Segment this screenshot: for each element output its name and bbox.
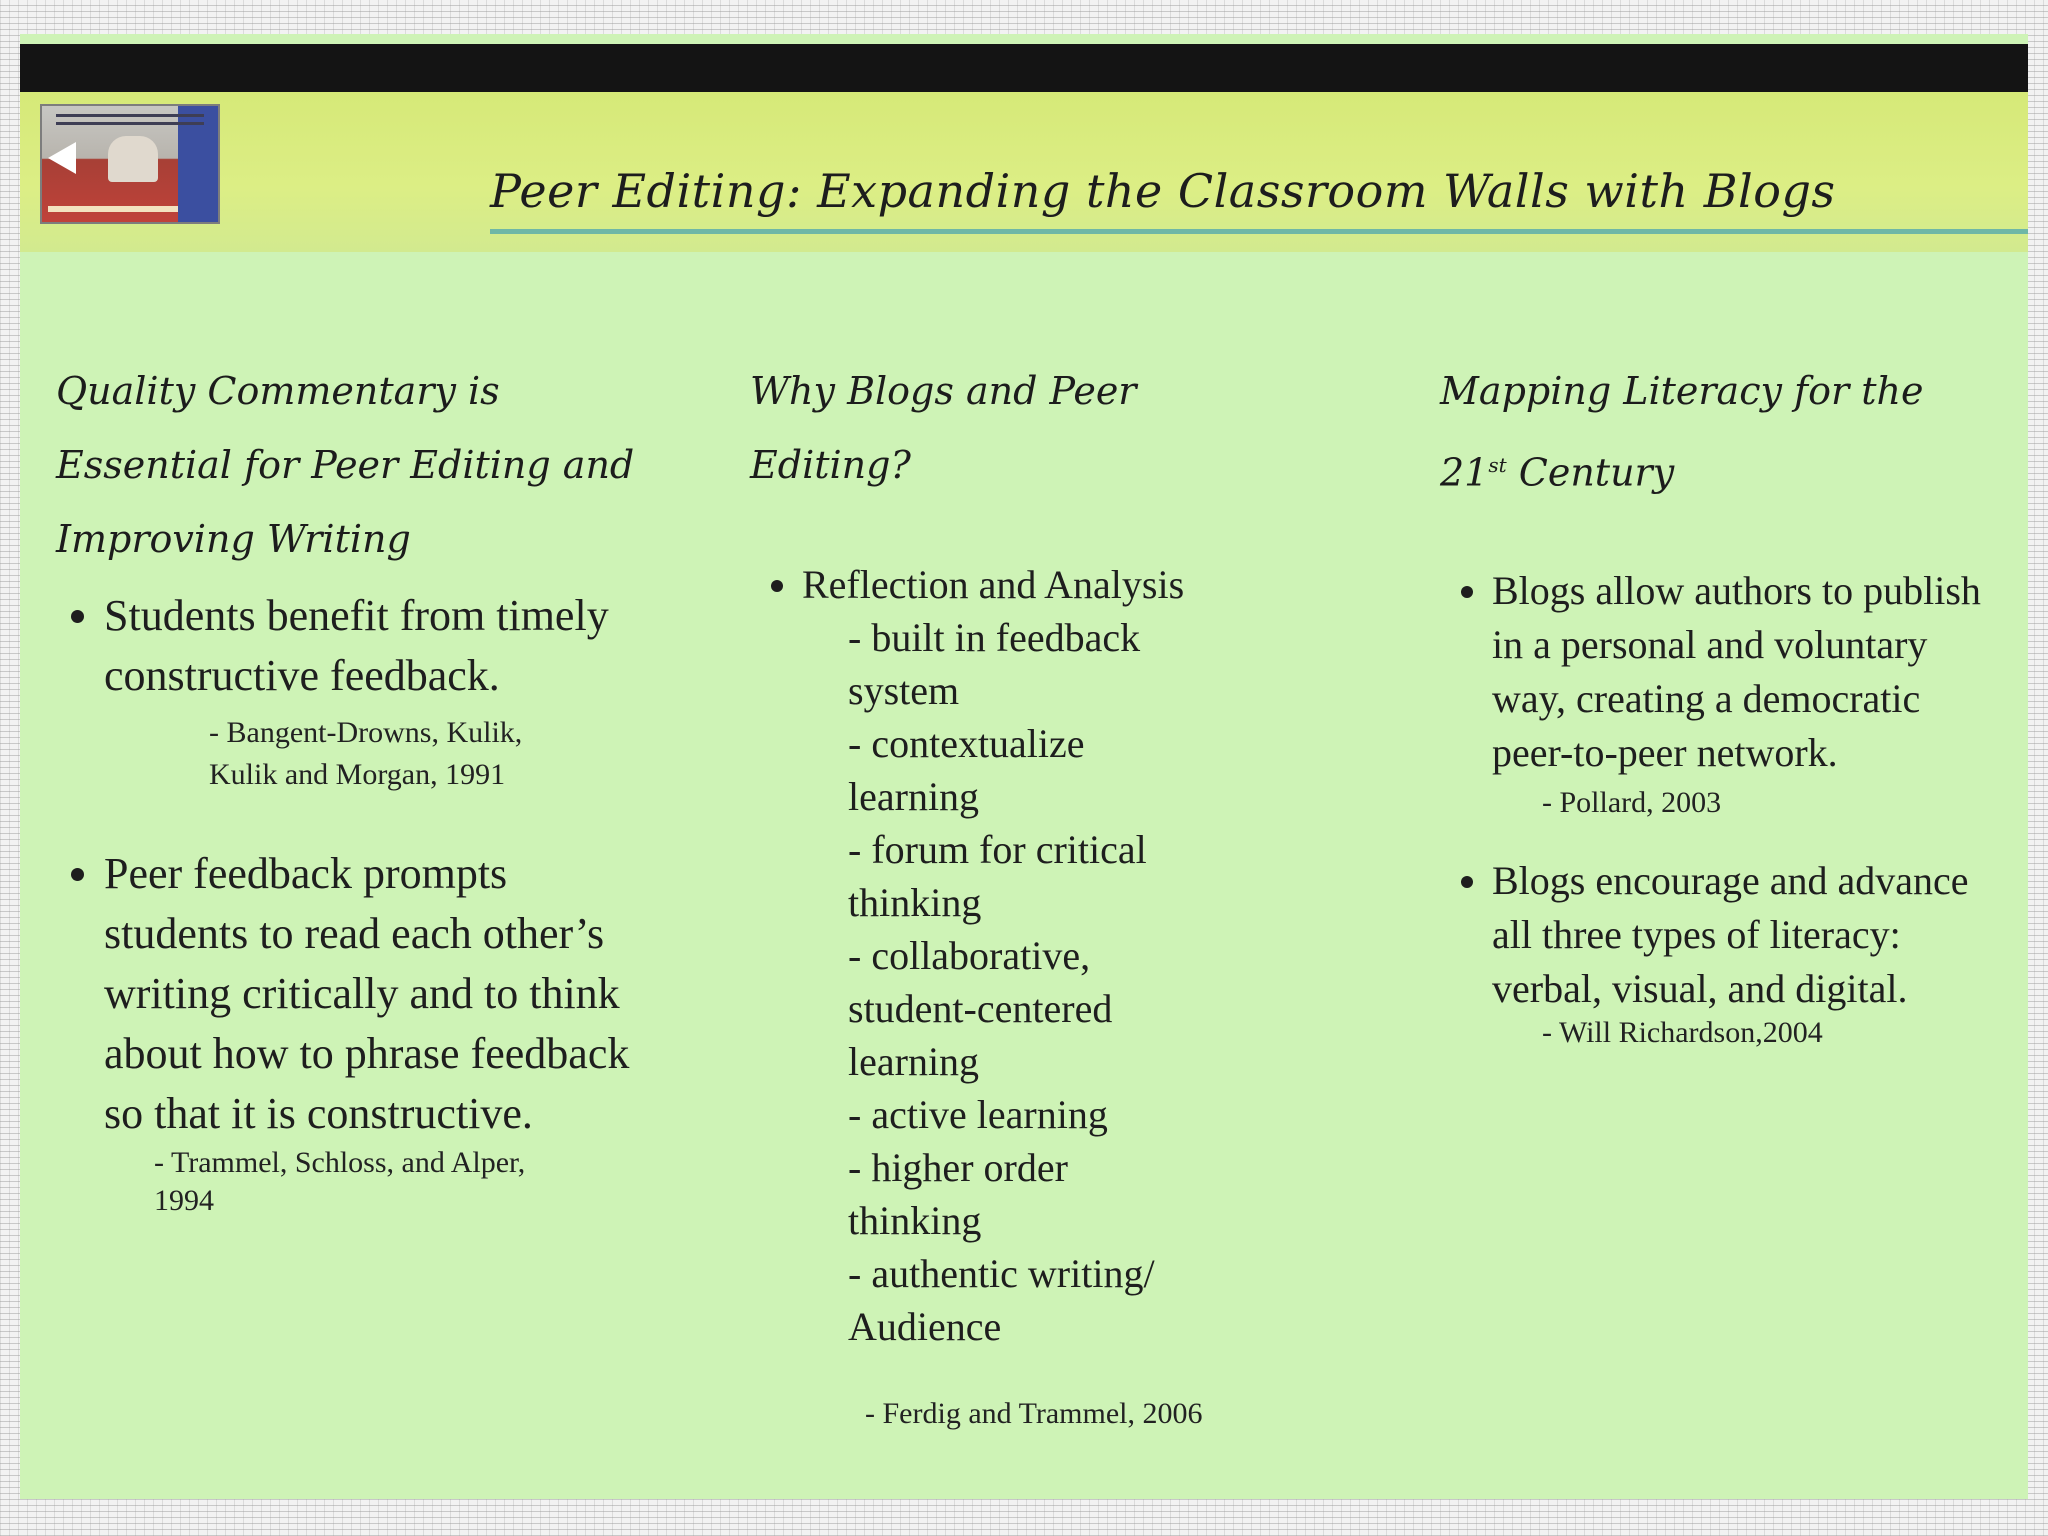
- sub-list-item: - contextualize learning: [848, 721, 1085, 819]
- sub-list-item: - collaborative, student-centered learning: [848, 933, 1113, 1084]
- sub-list-item: - built in feedback system: [848, 615, 1141, 713]
- column-heading-number: 21: [1440, 450, 1489, 495]
- bullet-list: [750, 558, 1390, 611]
- citation: - Pollard, 2003: [1542, 785, 1722, 819]
- list-item: [802, 558, 1390, 611]
- list-item: [104, 844, 656, 1220]
- column-quality-commentary: [56, 364, 656, 1220]
- column-heading: [1440, 354, 2010, 510]
- poster-text-line: [56, 122, 204, 125]
- top-black-bar: [20, 44, 2028, 92]
- citation: - Bangent-Drowns, Kulik, Kulik and Morgan, 1991: [209, 716, 523, 791]
- column-heading: Why Blogs and Peer Editing?: [750, 369, 1137, 487]
- slide: [20, 34, 2028, 1499]
- slide-title: Peer Editing: Expanding the Classroom Walls with Blogs: [490, 164, 1836, 218]
- column-heading: Quality Commentary is Essential for Peer Editing and Improving Writing: [56, 369, 635, 561]
- title-underline: [490, 229, 2028, 234]
- sub-list-item: - forum for critical thinking: [848, 827, 1147, 925]
- poster-slogan-bar: [48, 206, 178, 212]
- citation: - Will Richardson,2004: [1542, 1015, 1823, 1049]
- list-item: [104, 586, 656, 796]
- bullet-text: • Peer feedback prompts students to read each other’s writing critically and to think about how to phrase feedback so that it is constructive.: [104, 849, 630, 1138]
- poster-figure-icon: [108, 136, 158, 182]
- poster-arrow-icon: [48, 142, 76, 174]
- bullet-list: [56, 586, 656, 1220]
- citation: - Ferdig and Trammel, 2006: [865, 1397, 1203, 1430]
- sub-list-item: - authentic writing/ Audience: [848, 1251, 1155, 1349]
- column-why-blogs: [750, 364, 1390, 1435]
- bullet-text: • Reflection and Analysis: [802, 562, 1185, 607]
- sub-list: [750, 611, 1188, 1353]
- bullet-text: • Blogs allow authors to publish in a personal and voluntary way, creating a democratic peer-to-peer network.: [1492, 567, 1981, 775]
- bullet-text: • Students benefit from timely constructive feedback.: [104, 591, 609, 700]
- sub-list-item: - higher order thinking: [848, 1145, 1068, 1243]
- bullet-text: • Blogs encourage and advance all three types of literacy: verbal, visual, and digital.: [1492, 857, 1969, 1011]
- column-heading-tail: Century: [1518, 450, 1675, 495]
- column-heading-main: Mapping Literacy for the: [1440, 369, 1924, 413]
- sub-list-item: - active learning: [848, 1092, 1108, 1137]
- poster-text-line: [56, 114, 204, 117]
- list-item: [1492, 854, 2010, 1050]
- blogging-poster-image: [40, 104, 220, 224]
- citation: - Trammel, Schloss, and Alper, 1994: [154, 1146, 526, 1217]
- bullet-list: [1440, 564, 2010, 1050]
- column-heading-superscript: st: [1488, 453, 1507, 477]
- list-item: [1492, 564, 2010, 824]
- column-mapping-literacy: [1440, 364, 2010, 1050]
